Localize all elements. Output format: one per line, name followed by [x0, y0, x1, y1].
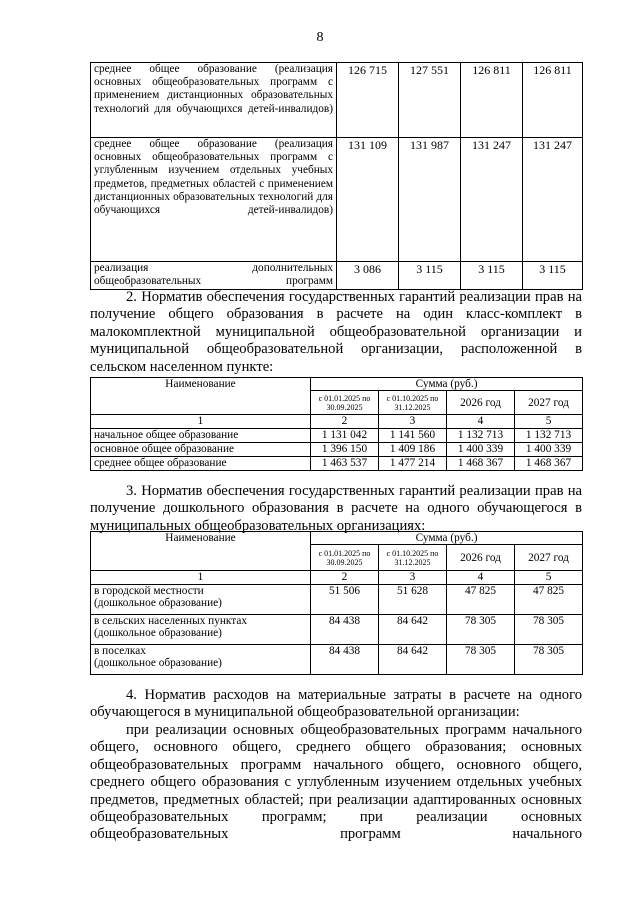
value-cell: 1 468 367 — [447, 457, 515, 471]
row-name-line2: (дошкольное образование) — [94, 657, 222, 669]
column-numbers — [91, 571, 583, 585]
header-name: Наименование — [91, 378, 311, 415]
paragraph-4: 4. Норматив расходов на материальные затраты в расчете на одного обучающегося в муниципальной общеобразовательной организации: — [90, 687, 582, 721]
header-sum: Сумма (руб.) — [311, 532, 583, 545]
row-name — [91, 645, 311, 675]
page-number: 8 — [316, 30, 324, 45]
header-year-2: 2027 год — [515, 545, 583, 571]
value-cell: 1 400 339 — [447, 443, 515, 457]
value-cell: 131 109 — [337, 138, 399, 262]
table-preschool — [90, 531, 583, 675]
value-cell: 1 400 339 — [515, 443, 583, 457]
value-cell: 3 115 — [461, 262, 523, 290]
table-continuation — [90, 62, 583, 290]
column-number: 3 — [379, 571, 447, 585]
table-row — [91, 429, 583, 443]
row-name — [91, 615, 311, 645]
value-cell: 127 551 — [399, 63, 461, 138]
table-row — [91, 262, 583, 290]
table-class-complex — [90, 377, 583, 471]
table-row — [91, 585, 583, 615]
value-cell: 47 825 — [515, 585, 583, 615]
row-name-line1: в поселках — [94, 645, 146, 657]
header-year-2: 2027 год — [515, 391, 583, 415]
value-cell: 1 132 713 — [447, 429, 515, 443]
column-number: 3 — [379, 415, 447, 429]
row-name-line1: в городской местности — [94, 585, 204, 597]
row-name: среднее общее образование (реализация основных общеобразовательных программ с углубленным изучением отдельных учебных предметов, предметных областей с применением дистанционных образовательных технологий для обучающихся детей-инвалидов) — [91, 138, 337, 262]
paragraph-3: 3. Норматив обеспечения государственных гарантий реализации прав на получение дошкольного образования в расчете на одного обучающегося в муниципальных общеобразовательных организациях: — [90, 483, 582, 534]
row-name: начальное общее образование — [91, 429, 311, 443]
value-cell: 126 715 — [337, 63, 399, 138]
row-name: среднее общее образование — [91, 457, 311, 471]
value-cell: 1 463 537 — [311, 457, 379, 471]
value-cell: 84 642 — [379, 615, 447, 645]
value-cell: 78 305 — [447, 645, 515, 675]
row-name-line2: (дошкольное образование) — [94, 597, 222, 609]
row-name: среднее общее образование (реализация основных общеобразовательных программ с применением дистанционных образовательных технологий для обучающихся детей-инвалидов) — [91, 63, 337, 138]
value-cell: 3 115 — [399, 262, 461, 290]
value-cell: 126 811 — [523, 63, 583, 138]
table-row — [91, 457, 583, 471]
table-row — [91, 138, 583, 262]
row-name — [91, 585, 311, 615]
table-row — [91, 615, 583, 645]
row-name-line1: в сельских населенных пунктах — [94, 615, 247, 627]
column-number: 4 — [447, 571, 515, 585]
column-number: 1 — [91, 415, 311, 429]
table-row — [91, 443, 583, 457]
header-period-1: с 01.01.2025 по 30.09.2025 — [311, 391, 379, 415]
value-cell: 84 438 — [311, 615, 379, 645]
paragraph-5: при реализации основных общеобразовательных программ начального общего, основного общего, среднего общего образования; основных общеобразовательных программ начального общего, основного общего, среднего общего образования с углубленным изучением отдельных учебных предметов, предметных областей; при реализации адаптированных основных общеобразовательных программ; при реализации основных общеобразовательных программ начального — [90, 722, 582, 843]
table-row — [91, 645, 583, 675]
value-cell: 131 247 — [461, 138, 523, 262]
paragraph-2: 2. Норматив обеспечения государственных гарантий реализации прав на получение общего образования в расчете на один класс-комплект в малокомплектной муниципальной общеобразовательной организации и муниципальной общеобразовательной организации, расположенной в сельском населенном пункте: — [90, 289, 582, 375]
header-sum: Сумма (руб.) — [311, 378, 583, 391]
row-name: основное общее образование — [91, 443, 311, 457]
value-cell: 1 396 150 — [311, 443, 379, 457]
value-cell: 1 132 713 — [515, 429, 583, 443]
value-cell: 1 409 186 — [379, 443, 447, 457]
value-cell: 84 438 — [311, 645, 379, 675]
row-name-line2: (дошкольное образование) — [94, 627, 222, 639]
value-cell: 1 131 042 — [311, 429, 379, 443]
value-cell: 51 506 — [311, 585, 379, 615]
value-cell: 3 115 — [523, 262, 583, 290]
value-cell: 78 305 — [515, 645, 583, 675]
header-period-2: с 01.10.2025 по 31.12.2025 — [379, 545, 447, 571]
header-year-1: 2026 год — [447, 545, 515, 571]
value-cell: 126 811 — [461, 63, 523, 138]
column-number: 5 — [515, 571, 583, 585]
header-period-2: с 01.10.2025 по 31.12.2025 — [379, 391, 447, 415]
value-cell: 47 825 — [447, 585, 515, 615]
column-number: 5 — [515, 415, 583, 429]
value-cell: 131 247 — [523, 138, 583, 262]
value-cell: 131 987 — [399, 138, 461, 262]
header-name: Наименование — [91, 532, 311, 571]
value-cell: 51 628 — [379, 585, 447, 615]
row-name: реализация дополнительных общеобразовательных программ — [91, 262, 337, 290]
value-cell: 78 305 — [515, 615, 583, 645]
header-period-1: с 01.01.2025 по 30.09.2025 — [311, 545, 379, 571]
value-cell: 1 141 560 — [379, 429, 447, 443]
value-cell: 78 305 — [447, 615, 515, 645]
column-number: 1 — [91, 571, 311, 585]
table-row — [91, 63, 583, 138]
column-number: 2 — [311, 571, 379, 585]
value-cell: 84 642 — [379, 645, 447, 675]
header-year-1: 2026 год — [447, 391, 515, 415]
value-cell: 1 468 367 — [515, 457, 583, 471]
column-number: 4 — [447, 415, 515, 429]
column-numbers — [91, 415, 583, 429]
value-cell: 1 477 214 — [379, 457, 447, 471]
column-number: 2 — [311, 415, 379, 429]
value-cell: 3 086 — [337, 262, 399, 290]
